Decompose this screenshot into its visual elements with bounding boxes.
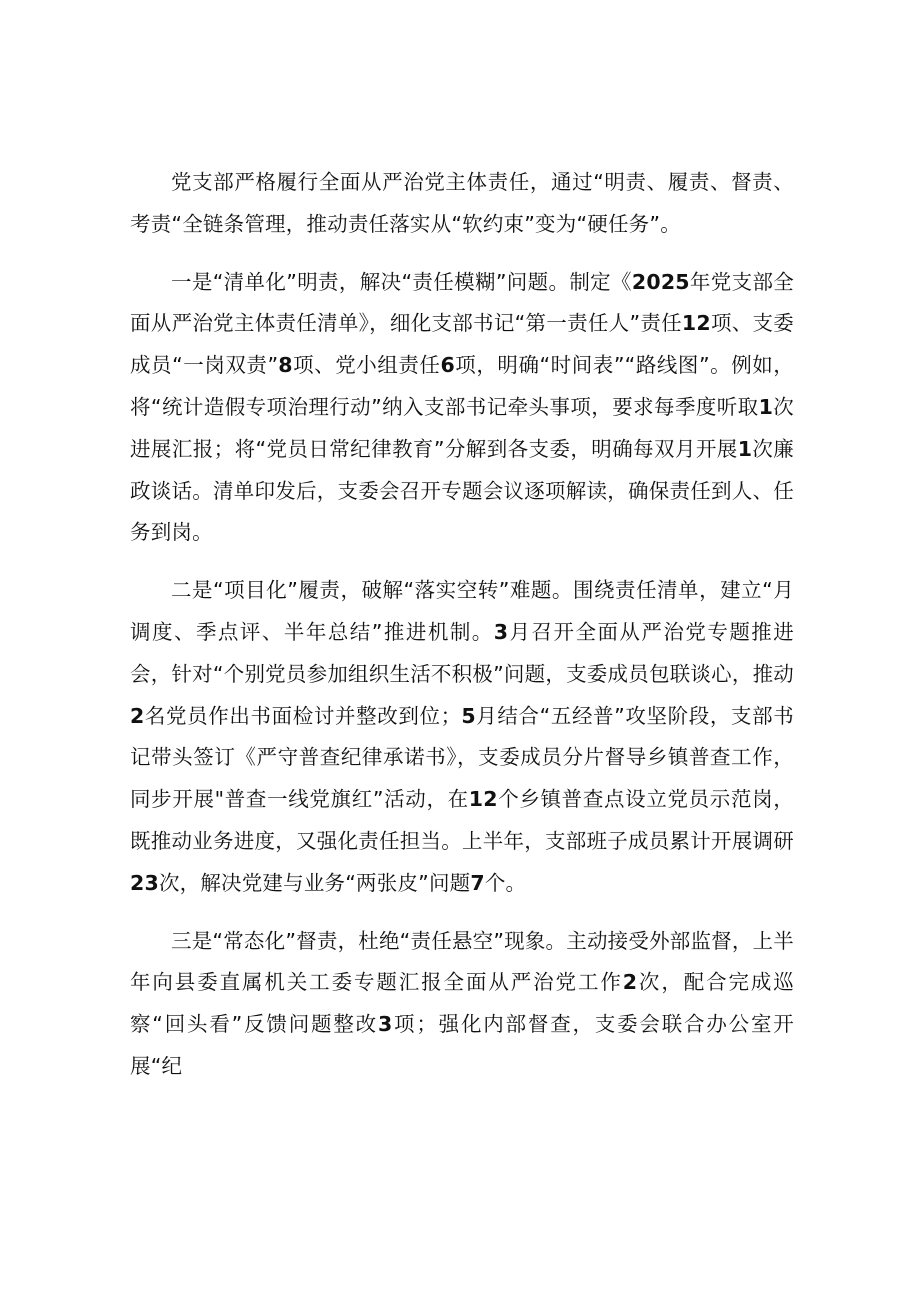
number-highlight: 12 — [681, 311, 711, 336]
text-segment: 次，配合完成巡察“回头看”反馈问题整改 — [130, 970, 794, 1037]
text-segment: 名党员作出书面检讨并整改到位； — [144, 703, 462, 728]
number-highlight: 3 — [377, 1012, 393, 1037]
text-segment: 年党支部全面从严治党主体责任清单》，细化支部书记“第一责任人”责任 — [130, 269, 795, 336]
paragraph-intro — [130, 162, 794, 246]
text-segment: 次，解决党建与业务“两张皮”问题 — [158, 870, 471, 895]
number-highlight: 2025 — [631, 269, 690, 294]
number-highlight: 7 — [470, 870, 485, 895]
text-segment: 三是“常态化”督责，杜绝“责任悬空”现象。主动接受外部监督，上半年向县委直属机关工委专题汇报全面从严治党工作 — [130, 928, 794, 995]
paragraph-point-3 — [130, 921, 794, 1088]
text-segment: 项；强化内部督查，支委会联合办公室开展“纪 — [130, 1012, 794, 1078]
number-highlight: 8 — [278, 353, 293, 378]
number-highlight: 2 — [622, 970, 638, 995]
number-highlight: 12 — [468, 787, 498, 812]
number-highlight: 3 — [493, 619, 509, 644]
number-highlight: 2 — [130, 703, 145, 728]
text-segment: 项，明确“时间表”“路线图”。例如，将“统计造假专项治理行动”纳入支部书记牵头事项，要求每季度听取 — [130, 353, 794, 419]
text-segment: 次廉政谈话。清单印发后，支委会召开专题会议逐项解读，确保责任到人、任务到岗。 — [130, 436, 794, 545]
text-segment: 月召开全面从严治党专题推进会，针对“个别党员参加组织生活不积极”问题，支委成员包联谈心，推动 — [130, 619, 794, 686]
text-segment: 一是“清单化”明责，解决“责任模糊”问题。制定《 — [171, 269, 632, 294]
text-segment: 党支部严格履行全面从严治党主体责任，通过“明责、履责、督责、考责“全链条管理，推动责任落实从“软约束”变为“硬任务”。 — [130, 170, 794, 236]
text-segment: 项、支委成员“一岗双责” — [130, 311, 794, 378]
text-segment: 二是“项目化”履责，破解“落实空转”难题。围绕责任清单，建立“月调度、季点评、半年总结”推进机制。 — [130, 578, 794, 644]
number-highlight: 1 — [758, 394, 774, 419]
number-highlight: 6 — [440, 353, 455, 378]
document-body — [130, 162, 794, 1088]
text-segment: 项、党小组责任 — [292, 353, 441, 378]
text-segment: 月结合“五经普”攻坚阶段，支部书记带头签订《严守普查纪律承诺书》，支委成员分片督导乡镇普查工作，同步开展"普查一线党旗红”活动，在 — [130, 703, 794, 812]
paragraph-point-1 — [130, 262, 794, 555]
number-highlight: 1 — [737, 436, 753, 461]
number-highlight: 23 — [130, 870, 159, 895]
paragraph-point-2 — [130, 570, 794, 904]
text-segment: 个乡镇普查点设立党员示范岗，既推动业务进度，又强化责任担当。上半年，支部班子成员累计开展调研 — [130, 787, 794, 853]
text-segment: 次进展汇报；将“党员日常纪律教育”分解到各支委，明确每双月开展 — [130, 394, 794, 461]
number-highlight: 5 — [461, 703, 476, 728]
text-segment: 个。 — [484, 870, 527, 895]
